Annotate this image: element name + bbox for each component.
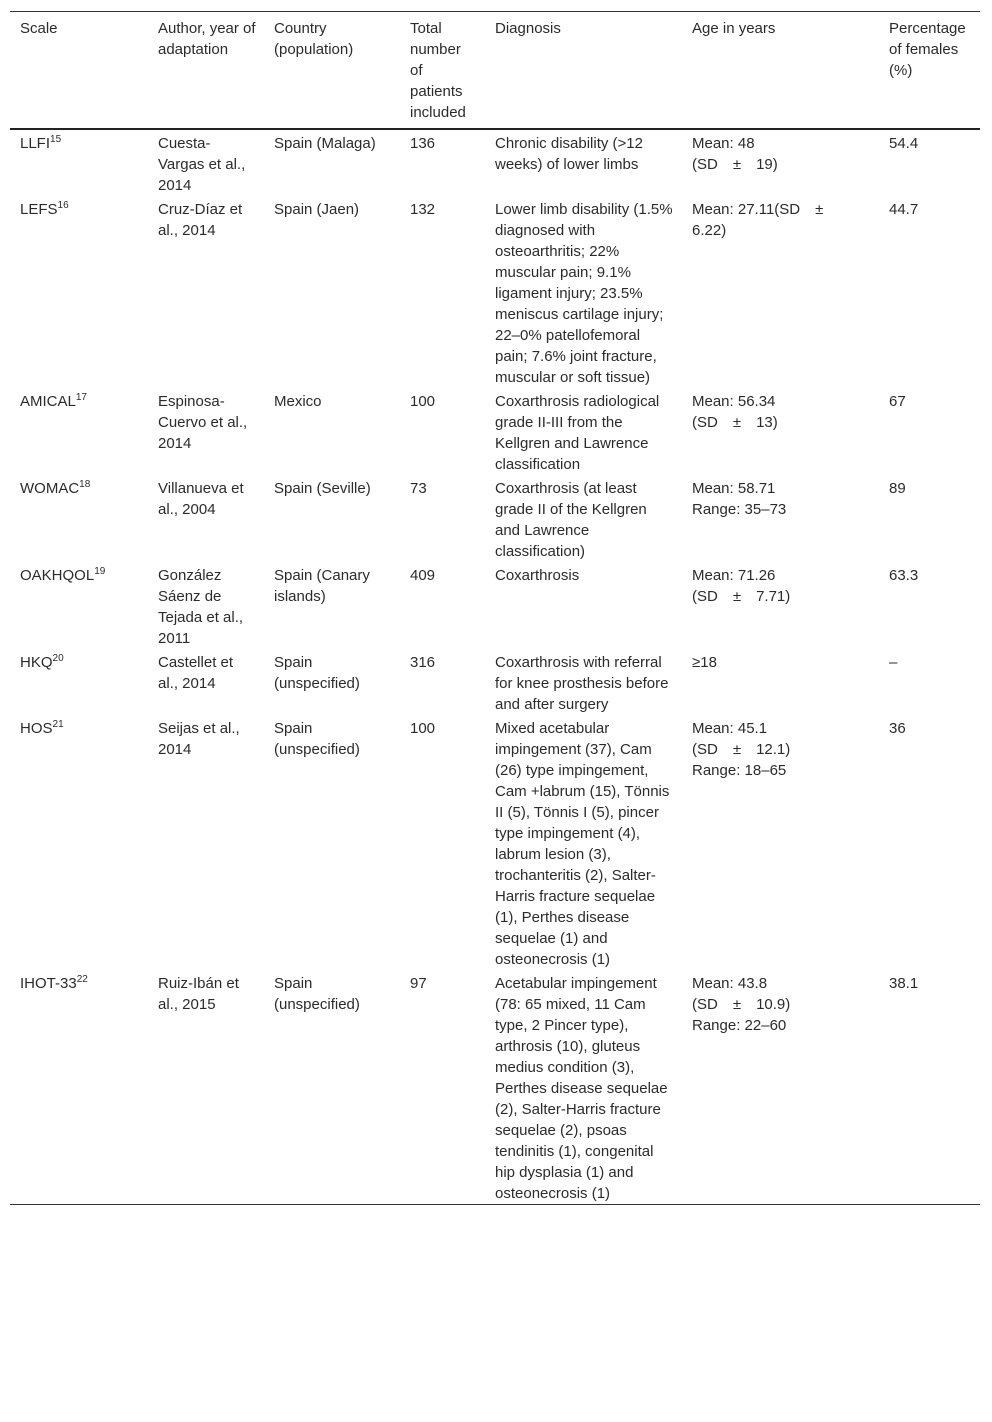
cell-country: Spain (unspecified) [274,720,360,758]
cell-country: Spain (unspecified) [274,654,360,692]
cell-total: 73 [410,480,427,497]
data-table-container [10,11,980,1205]
reference-superscript: 15 [50,134,62,145]
cell-total: 97 [410,975,427,992]
cell-females: 63.3 [889,567,919,584]
cell-scale: HOS$^{21}$ [20,719,64,737]
header-total: Total number of patients included [410,20,466,121]
cell-age: Mean: 71.26 (SD ± 7.71) [692,567,791,605]
cell-diagnosis: Coxarthrosis (at least grade II of the Kellgren and Lawrence classification) [495,480,647,560]
cell-age: Mean: 58.71 Range: 35–73 [692,480,787,518]
cell-author: Castellet et al., 2014 [158,654,234,692]
header-age: Age in years [692,20,776,37]
reference-superscript: 16 [57,200,69,211]
cell-scale: OAKHQOL$^{19}$ [20,566,106,584]
reference-superscript: 21 [52,719,64,730]
cell-diagnosis: Coxarthrosis radiological grade II-III from the Kellgren and Lawrence classification [495,393,660,473]
cell-author: Cruz-Díaz et al., 2014 [158,201,243,239]
cell-females: 36 [889,720,906,737]
table-header [10,12,980,130]
cell-country: Spain (Seville) [274,480,371,497]
reference-superscript: 20 [52,653,64,664]
cell-country: Mexico [274,393,322,410]
cell-diagnosis: Acetabular impingement (78: 65 mixed, 11 Cam type, 2 Pincer type), arthrosis (10), gluteus medius condition (3), Perthes disease sequelae (2), Salter-Harris fracture sequelae (2), psoas tendinitis (1), congenital hip dysplasia (1) and osteonecrosis (1) [495,975,668,1202]
header-scale: Scale [20,20,58,37]
table-row [10,562,980,649]
cell-females: – [889,654,898,671]
cell-diagnosis: Chronic disability (>12 weeks) of lower limbs [495,135,643,173]
cell-author: Cuesta-Vargas et al., 2014 [158,135,246,194]
reference-superscript: 18 [79,479,91,490]
table-row [10,129,980,196]
reference-superscript: 22 [76,974,88,985]
cell-scale: LEFS$^{16}$ [20,200,69,218]
table-row [10,388,980,475]
header-country: Country (population) [274,20,354,58]
table-row [10,475,980,562]
cell-author: Villanueva et al., 2004 [158,480,244,518]
cell-country: Spain (unspecified) [274,975,360,1013]
table-row [10,970,980,1205]
cell-total: 100 [410,720,436,737]
header-author: Author, year of adaptation [158,20,256,58]
cell-females: 54.4 [889,135,919,152]
cell-age: Mean: 45.1 (SD ± 12.1) Range: 18–65 [692,720,791,779]
cell-country: Spain (Canary islands) [274,567,370,605]
cell-author: González Sáenz de Tejada et al., 2011 [158,567,244,647]
cell-country: Spain (Jaen) [274,201,360,218]
cell-total: 136 [410,135,436,152]
cell-diagnosis: Mixed acetabular impingement (37), Cam (26) type impingement, Cam +labrum (15), Tönnis II (5), Tönnis I (5), pincer type impingement (4), labrum lesion (3), trochanteritis (2), Salter-Harris fracture sequelae (1), Perthes disease sequelae (1) and osteonecrosis (1) [495,720,670,968]
cell-total: 409 [410,567,436,584]
cell-diagnosis: Coxarthrosis [495,567,580,584]
cell-diagnosis: Lower limb disability (1.5% diagnosed with osteoarthritis; 22% muscular pain; 9.1% ligament injury; 23.5% meniscus cartilage injury; 22–0% patellofemoral pain; 7.6% joint fracture, muscular or soft tissue) [495,201,673,386]
header-females: Percentage of females (%) [889,20,966,79]
cell-total: 316 [410,654,436,671]
cell-total: 132 [410,201,436,218]
cell-scale: LLFI$^{15}$ [20,134,62,152]
cell-females: 38.1 [889,975,919,992]
reference-superscript: 17 [75,392,87,403]
cell-age: Mean: 56.34 (SD ± 13) [692,393,778,431]
data-table [10,11,980,1205]
cell-scale: IHOT-$33^{22}$ [20,974,88,992]
cell-scale: HKQ$^{20}$ [20,653,64,671]
cell-author: Seijas et al., 2014 [158,720,240,758]
table-row [10,196,980,388]
cell-total: 100 [410,393,436,410]
table-body [10,129,980,1205]
cell-scale: WOMAC$^{18}$ [20,479,91,497]
cell-age: Mean: 27.11(SD ± 6.22) [692,201,839,239]
cell-age: Mean: 48 (SD ± 19) [692,135,778,173]
cell-age: ≥18 [692,654,717,671]
cell-females: 67 [889,393,906,410]
header-row [10,12,980,130]
cell-scale: AMICAL$^{17}$ [20,392,87,410]
cell-age: Mean: 43.8 (SD ± 10.9) Range: 22–60 [692,975,791,1034]
cell-country: Spain (Malaga) [274,135,376,152]
header-diagnosis: Diagnosis [495,20,561,37]
cell-females: 44.7 [889,201,919,218]
table-row [10,649,980,715]
reference-superscript: 19 [94,566,106,577]
cell-author: Espinosa-Cuervo et al., 2014 [158,393,248,452]
cell-females: 89 [889,480,906,497]
cell-diagnosis: Coxarthrosis with referral for knee prosthesis before and after surgery [495,654,669,713]
cell-author: Ruiz-Ibán et al., 2015 [158,975,239,1013]
table-row [10,715,980,970]
